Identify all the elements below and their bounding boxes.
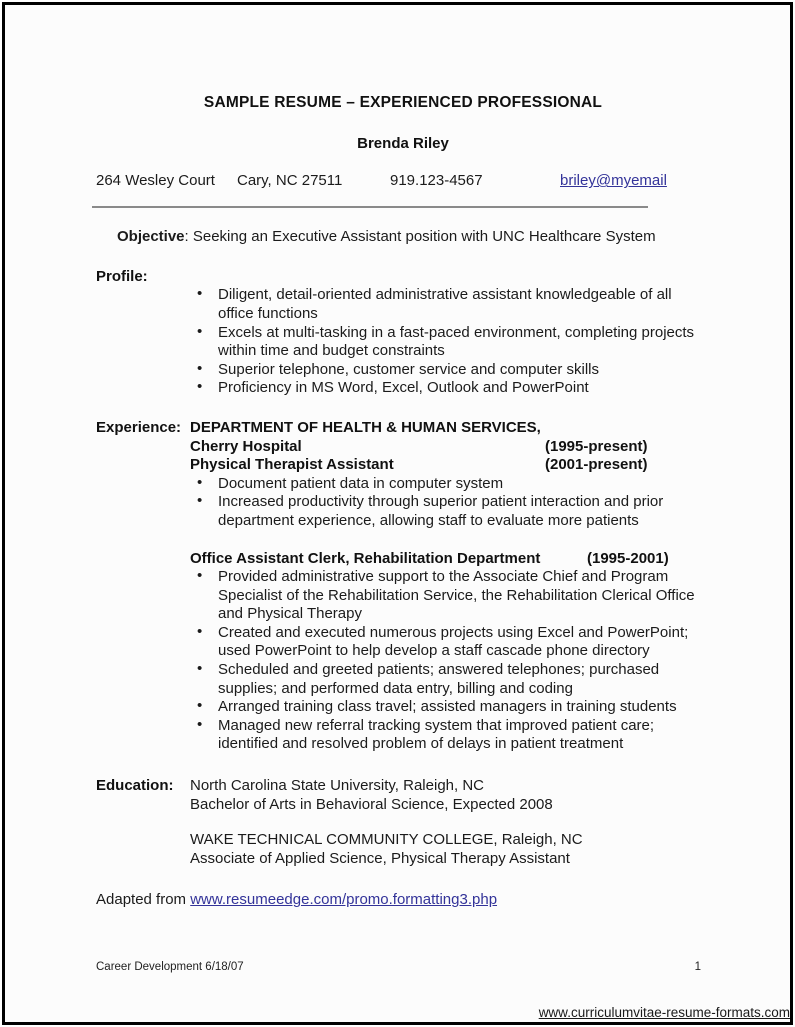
- job-heading-row: [190, 550, 702, 569]
- bullet-item: • Provided administrative support to the Associate Chief and Program Specialist of the Rehabilitation Service, the Rehabilitation Clerical Office and Physical Therapy: [190, 568, 702, 624]
- education-section: [96, 777, 710, 868]
- contact-city: Cary, NC 27511: [237, 172, 343, 190]
- school-name: WAKE TECHNICAL COMMUNITY COLLEGE, Raleigh, NC: [190, 831, 583, 849]
- job-heading-row: [190, 438, 702, 457]
- objective-line: [117, 228, 710, 247]
- candidate-name: Brenda Riley: [357, 134, 449, 152]
- profile-section: [96, 268, 710, 398]
- page-footer: [96, 961, 701, 973]
- bullet-item: • Managed new referral tracking system that improved patient care; identified and resolved problem of delays in patient treatment: [190, 717, 702, 754]
- page-frame: [2, 2, 793, 1025]
- contact-row: [96, 172, 710, 191]
- footer-doc-info: Career Development 6/18/07: [96, 961, 244, 973]
- contact-phone: 919.123-4567: [390, 172, 483, 190]
- school-degree: Bachelor of Arts in Behavioral Science, Expected 2008: [190, 795, 553, 813]
- section-label-profile: Profile:: [96, 268, 148, 286]
- page-number: 1: [694, 961, 701, 973]
- bullet-item: • Created and executed numerous projects using Excel and PowerPoint; used PowerPoint to help develop a staff cascade phone directory: [190, 624, 702, 661]
- section-label-education: Education:: [96, 777, 174, 795]
- divider-line: [92, 206, 648, 208]
- section-label-experience: Experience:: [96, 418, 182, 436]
- bullet-item: • Scheduled and greeted patients; answered telephones; purchased supplies; and performed data entry, billing and coding: [190, 661, 702, 698]
- adapted-from-text: Adapted from: [96, 891, 191, 909]
- objective-label: Objective: [117, 227, 185, 245]
- contact-address: 264 Wesley Court: [96, 172, 215, 190]
- profile-bullet-list: [190, 286, 702, 398]
- school-name: North Carolina State University, Raleigh, NC: [190, 777, 485, 795]
- bullet-item: • Diligent, detail-oriented administrative assistant knowledgeable of all office functions: [190, 286, 702, 323]
- bullet-item: • Proficiency in MS Word, Excel, Outlook and PowerPoint: [190, 379, 702, 398]
- bullet-item: • Arranged training class travel; assisted managers in training students: [190, 698, 702, 717]
- bullet-item: • Excels at multi-tasking in a fast-paced environment, completing projects within time and budget constraints: [190, 324, 702, 361]
- employer-name: DEPARTMENT OF HEALTH & HUMAN SERVICES,: [190, 418, 541, 436]
- adapted-from-line: [96, 891, 710, 910]
- job-dates: (2001-present): [545, 456, 648, 474]
- job-dates: (1995-2001): [587, 549, 669, 567]
- bullet-item: • Increased productivity through superior patient interaction and prior department experience, allowing staff to evaluate more patients: [190, 493, 702, 530]
- job-bullet-list: [190, 568, 702, 754]
- page-title: SAMPLE RESUME – EXPERIENCED PROFESSIONAL: [203, 94, 603, 111]
- email-link[interactable]: briley@myemail: [560, 172, 667, 190]
- objective-text: : Seeking an Executive Assistant position with UNC Healthcare System: [184, 227, 656, 245]
- source-link[interactable]: www.resumeedge.com/promo.formatting3.php: [190, 891, 498, 909]
- job-title: Cherry Hospital: [190, 437, 302, 455]
- bullet-item: • Superior telephone, customer service and computer skills: [190, 361, 702, 380]
- bullet-item: • Document patient data in computer system: [190, 475, 702, 494]
- watermark-link[interactable]: www.curriculumvitae-resume-formats.com: [538, 1005, 790, 1020]
- job-heading-row: [190, 456, 702, 475]
- experience-section: [96, 419, 710, 754]
- school-degree: Associate of Applied Science, Physical Therapy Assistant: [190, 849, 570, 867]
- job-title: Office Assistant Clerk, Rehabilitation Department: [190, 549, 541, 567]
- job-bullet-list: [190, 475, 702, 531]
- job-title: Physical Therapist Assistant: [190, 456, 394, 474]
- job-dates: (1995-present): [545, 437, 648, 455]
- document-content: [5, 5, 790, 910]
